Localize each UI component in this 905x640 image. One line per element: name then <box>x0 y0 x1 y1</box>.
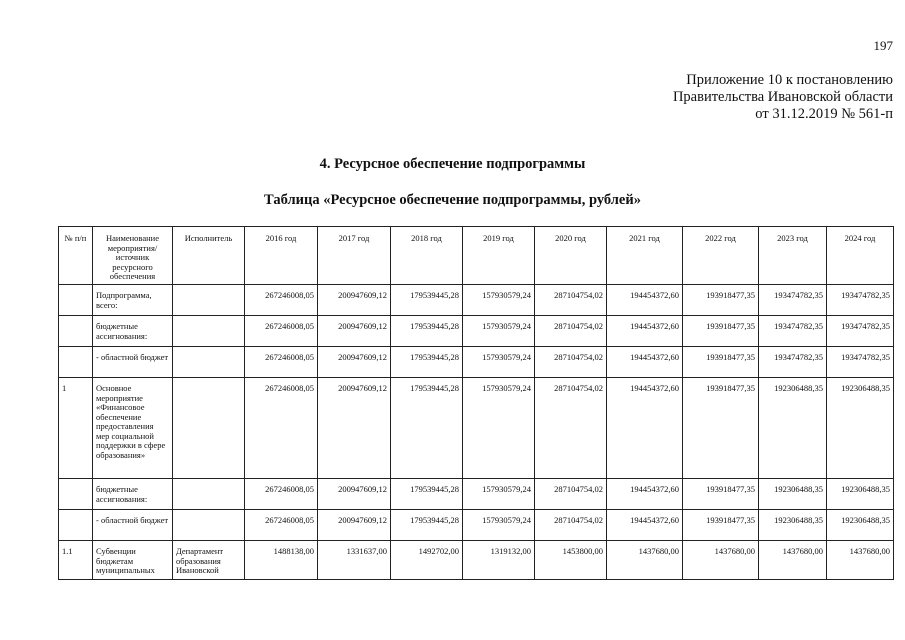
table-row <box>59 347 894 378</box>
header-cell: 2020 год <box>535 227 607 285</box>
table-cell: 192306488,35 <box>827 378 894 479</box>
table-cell <box>59 347 93 378</box>
table-cell: 194454372,60 <box>607 285 683 316</box>
table-cell: 200947609,12 <box>318 347 391 378</box>
appendix-line-3: от 31.12.2019 № 561-п <box>755 106 893 122</box>
header-cell: 2023 год <box>759 227 827 285</box>
table-cell: 192306488,35 <box>759 378 827 479</box>
table-cell: 287104754,02 <box>535 510 607 541</box>
table-cell: 1488138,00 <box>245 541 318 580</box>
table-cell: 1 <box>59 378 93 479</box>
table-cell <box>173 510 245 541</box>
table-row <box>59 285 894 316</box>
table-cell: 192306488,35 <box>759 510 827 541</box>
table-cell: 287104754,02 <box>535 285 607 316</box>
table-row <box>59 510 894 541</box>
table-cell: 1331637,00 <box>318 541 391 580</box>
table-cell: 194454372,60 <box>607 479 683 510</box>
table-cell: 267246008,05 <box>245 479 318 510</box>
table-cell: 1453800,00 <box>535 541 607 580</box>
table-cell: 267246008,05 <box>245 510 318 541</box>
table-cell: 157930579,24 <box>463 347 535 378</box>
table-cell: 200947609,12 <box>318 479 391 510</box>
table-cell: 287104754,02 <box>535 316 607 347</box>
table-row <box>59 316 894 347</box>
table-cell: 1492702,00 <box>391 541 463 580</box>
table-cell: 287104754,02 <box>535 378 607 479</box>
header-cell: 2018 год <box>391 227 463 285</box>
table-cell: 194454372,60 <box>607 378 683 479</box>
table-cell: 200947609,12 <box>318 510 391 541</box>
table-cell: 267246008,05 <box>245 347 318 378</box>
table-header-row <box>59 227 894 285</box>
table-cell <box>173 285 245 316</box>
table-cell: 157930579,24 <box>463 479 535 510</box>
table-cell: 1437680,00 <box>683 541 759 580</box>
table-row <box>59 479 894 510</box>
table-cell: 179539445,28 <box>391 347 463 378</box>
table-cell <box>173 347 245 378</box>
table-title: Таблица «Ресурсное обеспечение подпрограммы, рублей» <box>264 192 641 208</box>
appendix-line-1: Приложение 10 к постановлению <box>686 72 893 88</box>
table-cell: Субвенции бюджетам муниципальных <box>93 541 173 580</box>
table-cell: 193474782,35 <box>759 347 827 378</box>
table-cell <box>59 510 93 541</box>
table-cell: 192306488,35 <box>759 479 827 510</box>
table-cell: 157930579,24 <box>463 510 535 541</box>
table-cell: 194454372,60 <box>607 316 683 347</box>
table-cell: 194454372,60 <box>607 510 683 541</box>
table-cell: 193918477,35 <box>683 378 759 479</box>
table-cell: 267246008,05 <box>245 378 318 479</box>
table-cell <box>173 316 245 347</box>
table-cell: 179539445,28 <box>391 378 463 479</box>
table-cell: 1437680,00 <box>607 541 683 580</box>
table-cell: 193918477,35 <box>683 316 759 347</box>
section-title: 4. Ресурсное обеспечение подпрограммы <box>319 156 586 172</box>
table-row <box>59 378 894 479</box>
table-cell: 287104754,02 <box>535 479 607 510</box>
header-cell: 2022 год <box>683 227 759 285</box>
table-cell: 287104754,02 <box>535 347 607 378</box>
table-cell: 193918477,35 <box>683 285 759 316</box>
table-cell: 179539445,28 <box>391 285 463 316</box>
header-cell: 2024 год <box>827 227 894 285</box>
table-cell: 267246008,05 <box>245 316 318 347</box>
table-cell <box>59 316 93 347</box>
table-cell <box>59 479 93 510</box>
table-cell: 193474782,35 <box>827 316 894 347</box>
table-cell: 193918477,35 <box>683 510 759 541</box>
header-cell: Исполнитель <box>173 227 245 285</box>
table-cell: 157930579,24 <box>463 316 535 347</box>
appendix-line-2: Правительства Ивановской области <box>672 89 893 105</box>
table-cell <box>173 479 245 510</box>
table-cell: - областной бюджет <box>93 510 173 541</box>
header-cell: 2017 год <box>318 227 391 285</box>
table-cell: Основное мероприятие «Финансовое обеспечение предоставления мер социальной поддержки в сфере образования» <box>93 378 173 479</box>
appendix-reference <box>673 72 893 123</box>
table-cell: 193474782,35 <box>827 347 894 378</box>
table-cell: 193474782,35 <box>827 285 894 316</box>
table-row <box>59 541 894 580</box>
table-cell: 1319132,00 <box>463 541 535 580</box>
table-cell: 1437680,00 <box>827 541 894 580</box>
resource-table <box>58 226 894 580</box>
table-cell: 200947609,12 <box>318 285 391 316</box>
table-cell: 179539445,28 <box>391 316 463 347</box>
table-cell: 200947609,12 <box>318 378 391 479</box>
table-cell: 267246008,05 <box>245 285 318 316</box>
header-cell: 2016 год <box>245 227 318 285</box>
table-cell: Подпрограмма, всего: <box>93 285 173 316</box>
table-cell: 1437680,00 <box>759 541 827 580</box>
table-cell: 193474782,35 <box>759 285 827 316</box>
table-cell: Департамент образования Ивановской <box>173 541 245 580</box>
table-cell: 194454372,60 <box>607 347 683 378</box>
header-cell: 2021 год <box>607 227 683 285</box>
table-cell <box>59 285 93 316</box>
table-cell: 1.1 <box>59 541 93 580</box>
page-number: 197 <box>873 38 893 53</box>
table-cell: - областной бюджет <box>93 347 173 378</box>
header-cell: № п/п <box>59 227 93 285</box>
table-cell: 193918477,35 <box>683 479 759 510</box>
table-cell: 192306488,35 <box>827 479 894 510</box>
table-cell: 179539445,28 <box>391 479 463 510</box>
header-cell: Наименование мероприятия/источник ресурсного обеспечения <box>93 227 173 285</box>
table-cell: 193474782,35 <box>759 316 827 347</box>
table-cell: 157930579,24 <box>463 378 535 479</box>
table-cell: 193918477,35 <box>683 347 759 378</box>
table-cell: 179539445,28 <box>391 510 463 541</box>
table-cell: бюджетные ассигнования: <box>93 316 173 347</box>
table-cell: 157930579,24 <box>463 285 535 316</box>
table-cell: 200947609,12 <box>318 316 391 347</box>
table-cell: 192306488,35 <box>827 510 894 541</box>
table-cell: бюджетные ассигнования: <box>93 479 173 510</box>
header-cell: 2019 год <box>463 227 535 285</box>
table-cell <box>173 378 245 479</box>
